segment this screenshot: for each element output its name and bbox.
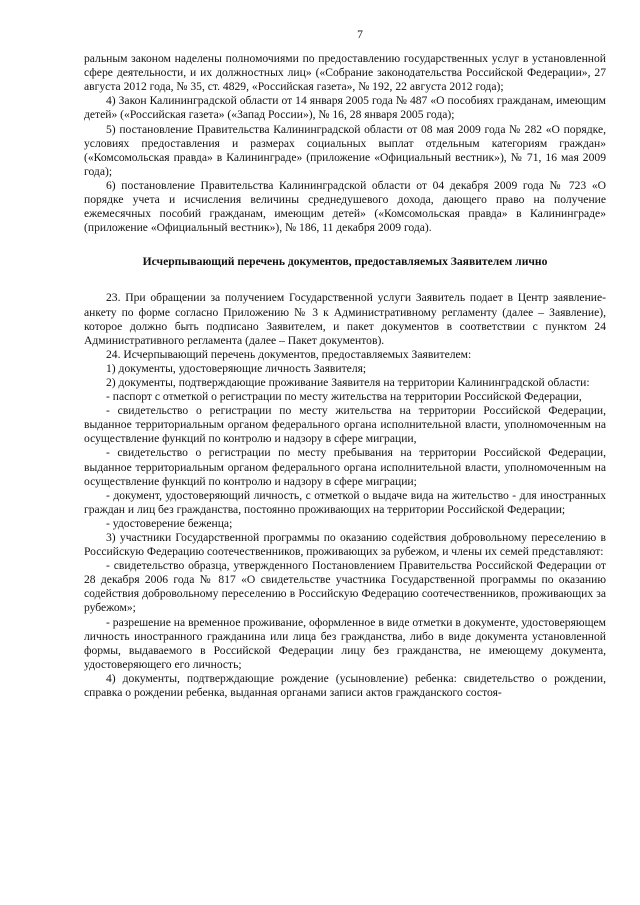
section-heading: Исчерпывающий перечень документов, предоставляемых Заявителем лично	[142, 255, 548, 269]
paragraph: 4) документы, подтверждающие рождение (усыновление) ребенка: свидетельство о рождении, справка о рождении ребенка, выданная органами записи актов гражданского состоя-	[84, 671, 606, 700]
paragraph: 1) документы, удостоверяющие личность Заявителя;	[106, 361, 367, 375]
paragraph: 2) документы, подтверждающие проживание Заявителя на территории Калининградской области:	[106, 375, 590, 389]
paragraph: - свидетельство образца, утвержденного Постановлением Правительства Российской Федерации от 28 декабря 2006 года № 817 «О свидетельстве участника Государственной программы по оказанию содействия добровольному переселению в Российскую Федерацию соотечественников, проживающих за рубежом»;	[84, 559, 606, 615]
paragraph: 6) постановление Правительства Калининградской области от 04 декабря 2009 года № 723 «О порядке учета и исчисления величины среднедушевого дохода, дающего право на получение ежемесячных пособий гражданам, имеющим детей» («Комсомольская правда» в Калининграде» (приложение «Официальный вестник»), № 186, 11 декабря 2009 года).	[84, 178, 606, 235]
paragraph: 5) постановление Правительства Калининградской области от 08 мая 2009 года № 282 «О порядке, условиях предоставления и размерах социальных выплат отдельным категориям граждан» («Комсомольская правда» в Калининграде» (приложение «Официальный вестник»), № 71, 16 мая 2009 года);	[84, 122, 606, 178]
paragraph: - документ, удостоверяющий личность, с отметкой о выдаче вида на жительство - для иностранных граждан и лиц без гражданства, постоянно проживающих на территории Российской Федерации;	[84, 488, 606, 516]
documents-list	[84, 291, 606, 700]
paragraph: 4) Закон Калининградской области от 14 января 2005 года № 487 «О пособиях гражданам, имеющим детей» («Российская газета» («Запад России»), № 16, 28 января 2005 года);	[84, 94, 606, 122]
paragraph: 24. Исчерпывающий перечень документов, предоставляемых Заявителем:	[106, 347, 472, 361]
paragraph: - разрешение на временное проживание, оформленное в виде отметки в документе, удостоверяющем личность иностранного гражданина или лица без гражданства, либо в виде документа установленной формы, выдаваемого в Российской Федерации лицу без гражданства, не имеющему документа, удостоверяющего его личность;	[84, 615, 606, 671]
paragraph: - удостоверение беженца;	[106, 516, 233, 530]
paragraph: 23. При обращении за получением Государственной услуги Заявитель подает в Центр заявление-анкету по форме согласно Приложению № 3 к Административному регламенту (далее – Заявление), которое должно быть подписано Заявителем, и пакет документов в соответствии с пунктом 24 Административного регламента (далее – Пакет документов).	[84, 291, 606, 347]
paragraph: - свидетельство о регистрации по месту пребывания на территории Российской Федерации, выданное территориальным органом федерального органа исполнительной власти, уполномоченным на осуществление функций по контролю и надзору в сфере миграции;	[84, 446, 606, 488]
page-number: 7	[357, 28, 363, 41]
paragraph: - свидетельство о регистрации по месту жительства на территории Российской Федерации, выданное территориальным органом федерального органа исполнительной власти, уполномоченным на осуществление функций по контролю и надзору в сфере миграции,	[84, 404, 606, 446]
paragraph: 3) участники Государственной программы по оказанию содействия добровольному переселению в Российскую Федерацию соотечественников, проживающих за рубежом, и члены их семей представляют:	[84, 531, 606, 559]
paragraph: - паспорт с отметкой о регистрации по месту жительства на территории Российской Федерации,	[106, 390, 582, 404]
paragraph: ральным законом наделены полномочиями по предоставлению государственных услуг в установленной сфере деятельности, и их должностных лиц» («Собрание законодательства Российской Федерации», 27 августа 2012 года, № 35, ст. 4829, «Российская газета», № 192, 22 августа 2012 года);	[84, 52, 606, 94]
legal-acts-list	[84, 52, 606, 235]
